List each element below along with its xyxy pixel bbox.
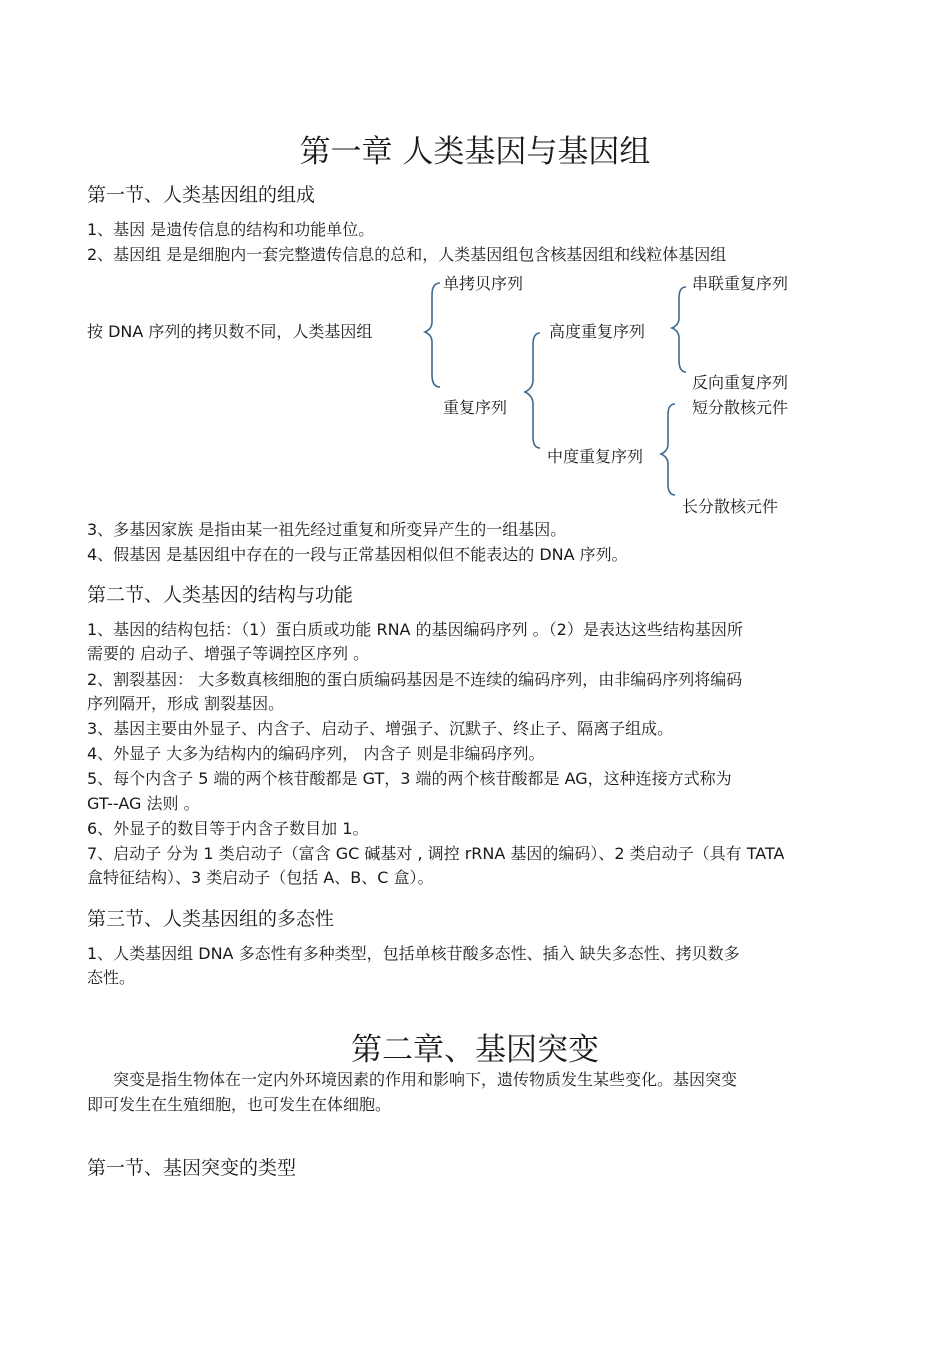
section-3-heading: 第三节、人类基因组的多态性: [87, 908, 335, 930]
diagram-line: 长分散核元件: [682, 497, 779, 516]
paragraph: 态性。: [87, 968, 136, 987]
diagram-tandem: 串联重复序列: [692, 274, 789, 293]
section-2-heading: 第二节、人类基因的结构与功能: [87, 584, 354, 606]
chapter-1-title: 第一章 人类基因与基因组: [299, 134, 651, 170]
paragraph: 1、基因 是遗传信息的结构和功能单位。: [87, 220, 375, 239]
brace-highly: [672, 287, 686, 372]
paragraph: 4、外显子 大多为结构内的编码序列， 内含子 则是非编码序列。: [87, 744, 545, 763]
paragraph: 突变是指生物体在一定内外环境因素的作用和影响下，遗传物质发生某些变化。基因突变: [113, 1070, 738, 1089]
diagram-inverted: 反向重复序列: [692, 373, 789, 392]
brace-moderately: [661, 404, 675, 495]
diagram-root-label: 按 DNA 序列的拷贝数不同，人类基因组: [87, 322, 373, 341]
brace-repetitive: [525, 333, 540, 448]
paragraph: 3、基因主要由外显子、内含子、启动子、增强子、沉默子、终止子、隔离子组成。: [87, 719, 674, 738]
paragraph: GT--AG 法则 。: [87, 794, 200, 813]
brace-root: [425, 283, 440, 387]
diagram-highly-repetitive: 高度重复序列: [549, 322, 646, 341]
diagram-moderately-repetitive: 中度重复序列: [547, 447, 644, 466]
paragraph: 5、每个内含子 5 端的两个核苷酸都是 GT，3 端的两个核苷酸都是 AG，这种连接方式称为: [87, 769, 732, 788]
section-1-heading: 第一节、人类基因组的组成: [87, 184, 316, 206]
paragraph: 即可发生在生殖细胞，也可发生在体细胞。: [87, 1095, 392, 1114]
paragraph: 2、基因组 是是细胞内一套完整遗传信息的总和，人类基因组包含核基因组和线粒体基因组: [87, 245, 727, 264]
paragraph: 6、外显子的数目等于内含子数目加 1。: [87, 819, 369, 838]
paragraph: 2、割裂基因： 大多数真核细胞的蛋白质编码基因是不连续的编码序列，由非编码序列将编码: [87, 670, 743, 689]
diagram-repetitive: 重复序列: [443, 398, 508, 417]
paragraph: 1、基因的结构包括：（1）蛋白质或功能 RNA 的基因编码序列 。（2）是表达这些结构基因所: [87, 620, 743, 639]
paragraph: 盒特征结构）、3 类启动子（包括 A、B、C 盒）。: [87, 868, 434, 887]
paragraph: 4、假基因 是基因组中存在的一段与正常基因相似但不能表达的 DNA 序列。: [87, 545, 628, 564]
paragraph: 7、启动子 分为 1 类启动子（富含 GC 碱基对 , 调控 rRNA 基因的编码）、2 类启动子（具有 TATA: [87, 844, 785, 863]
paragraph: 需要的 启动子、增强子等调控区序列 。: [87, 644, 370, 663]
chapter-2-title: 第二章、基因突变: [351, 1032, 599, 1068]
paragraph: 3、多基因家族 是指由某一祖先经过重复和所变异产生的一组基因。: [87, 520, 567, 539]
diagram-single-copy: 单拷贝序列: [443, 274, 524, 293]
diagram-sine: 短分散核元件: [692, 398, 789, 417]
paragraph: 1、人类基因组 DNA 多态性有多种类型，包括单核苷酸多态性、插入 缺失多态性、拷贝数多: [87, 944, 740, 963]
paragraph: 序列隔开，形成 割裂基因。: [87, 694, 285, 713]
chapter-2-section-1-heading: 第一节、基因突变的类型: [87, 1157, 297, 1179]
